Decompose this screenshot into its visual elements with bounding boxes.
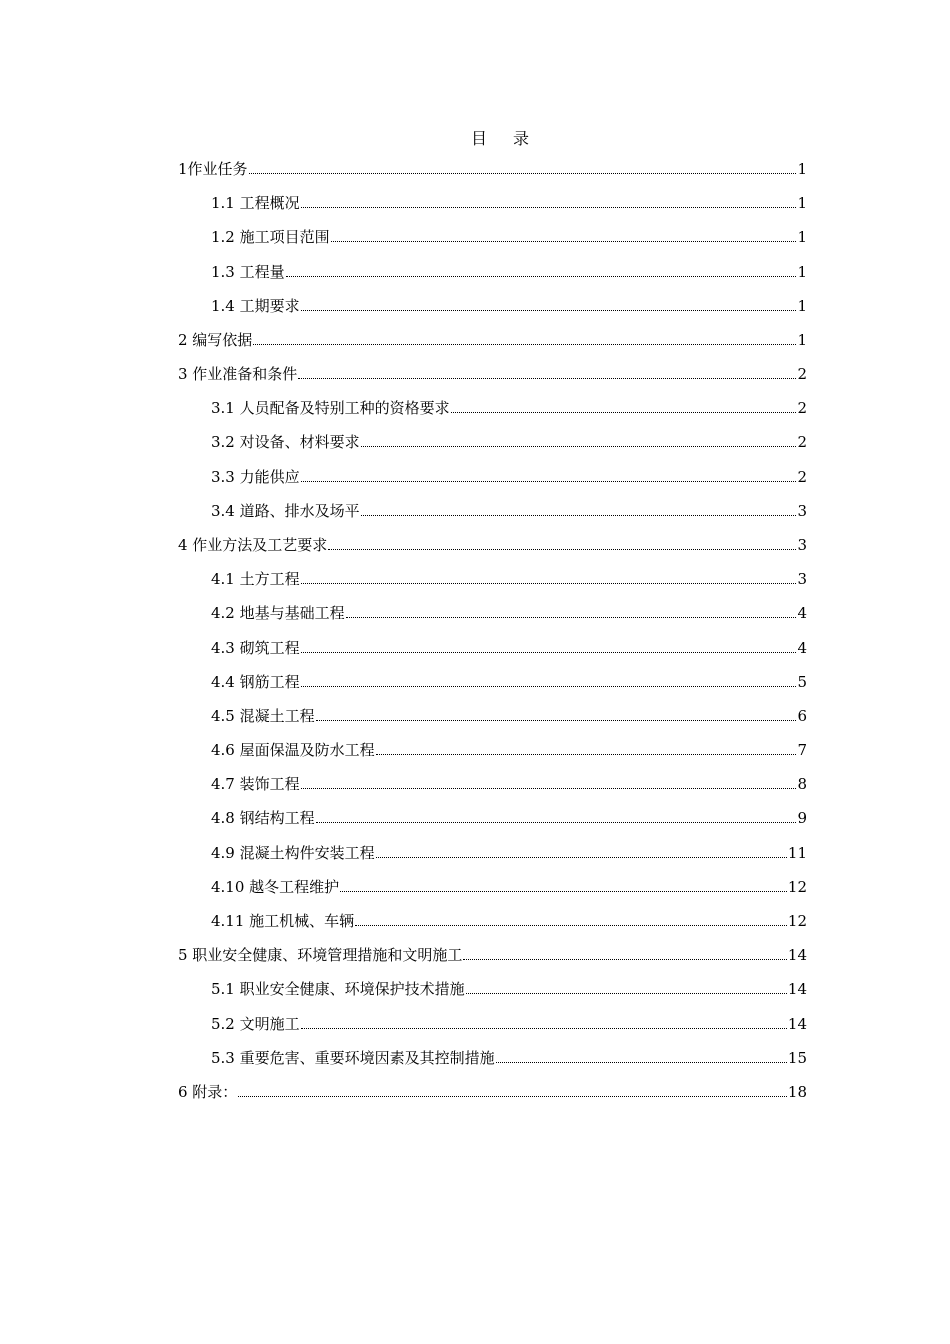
toc-entry-page-number: 8 <box>797 775 807 794</box>
toc-entry[interactable] <box>211 910 807 932</box>
toc-dot-leader <box>238 1095 787 1097</box>
toc-entry[interactable] <box>211 261 807 283</box>
toc-dot-leader <box>340 890 787 892</box>
toc-entry[interactable] <box>211 226 807 248</box>
toc-entry-title: 4.3 砌筑工程 <box>211 638 300 657</box>
toc-entry[interactable] <box>211 1047 807 1069</box>
toc-entry-title: 1.1 工程概况 <box>211 194 300 213</box>
toc-title <box>0 126 950 149</box>
toc-entry-title: 1.3 工程量 <box>211 262 285 281</box>
toc-entry[interactable] <box>211 978 807 1000</box>
toc-dot-leader <box>328 548 796 550</box>
toc-entry-page-number: 3 <box>797 501 807 520</box>
toc-entry[interactable] <box>211 1013 807 1035</box>
toc-entry-title: 1.4 工期要求 <box>211 296 300 315</box>
toc-entry[interactable] <box>211 705 807 727</box>
toc-entry[interactable] <box>211 568 807 590</box>
toc-entry-page-number: 1 <box>797 330 807 349</box>
toc-entry[interactable] <box>211 842 807 864</box>
toc-entry[interactable] <box>211 807 807 829</box>
toc-entry-title: 5.3 重要危害、重要环境因素及其控制措施 <box>211 1048 495 1067</box>
toc-entry-title: 5.2 文明施工 <box>211 1014 300 1033</box>
toc-entry[interactable] <box>211 466 807 488</box>
toc-dot-leader <box>331 240 797 242</box>
toc-entry[interactable] <box>178 329 807 351</box>
toc-entry-title: 4.2 地基与基础工程 <box>211 604 345 623</box>
toc-entry-page-number: 4 <box>797 604 807 623</box>
toc-entry-page-number: 18 <box>787 1082 807 1101</box>
toc-entry-page-number: 12 <box>787 912 807 930</box>
toc-dot-leader <box>376 856 787 858</box>
toc-entry-page-number: 2 <box>797 365 807 384</box>
toc-entry-title: 4.11 施工机械、车辆 <box>211 912 355 930</box>
toc-entry-page-number: 12 <box>787 877 807 896</box>
toc-title-left: 目 <box>470 129 487 148</box>
toc-entry[interactable] <box>211 295 807 317</box>
toc-dot-leader <box>301 206 797 208</box>
toc-entry-page-number: 7 <box>797 741 807 760</box>
toc-entry-title: 1作业任务 <box>178 160 248 178</box>
toc-entry[interactable] <box>211 192 807 214</box>
toc-entry-title: 4 作业方法及工艺要求 <box>178 536 328 554</box>
toc-entry-title: 3.4 道路、排水及场平 <box>211 501 360 520</box>
toc-entry[interactable] <box>178 158 807 180</box>
toc-dot-leader <box>301 582 797 584</box>
toc-entry-title: 4.8 钢结构工程 <box>211 809 315 828</box>
toc-title-right: 录 <box>513 129 530 148</box>
toc-entry-title: 5.1 职业安全健康、环境保护技术措施 <box>211 980 465 999</box>
toc-entry-title: 4.4 钢筋工程 <box>211 672 300 691</box>
toc-entry-page-number: 2 <box>797 399 807 418</box>
toc-entry-title: 4.9 混凝土构件安装工程 <box>211 843 375 862</box>
toc-entry[interactable] <box>211 500 807 522</box>
toc-entry-title: 3 作业准备和条件 <box>178 365 298 384</box>
toc-entry[interactable] <box>178 363 807 385</box>
toc-entry-page-number: 1 <box>797 228 807 247</box>
toc-entry[interactable] <box>211 397 807 419</box>
toc-dot-leader <box>301 1027 787 1029</box>
toc-entry-page-number: 3 <box>797 536 807 554</box>
toc-entry-page-number: 2 <box>797 433 807 452</box>
toc-dot-leader <box>496 1061 787 1063</box>
toc-dot-leader <box>451 411 797 413</box>
toc-entry-title: 4.7 装饰工程 <box>211 775 300 794</box>
toc-dot-leader <box>316 821 797 823</box>
toc-dot-leader <box>346 616 797 618</box>
toc-dot-leader <box>463 958 787 960</box>
toc-entry-page-number: 2 <box>797 467 807 486</box>
toc-entry-title: 4.1 土方工程 <box>211 570 300 589</box>
toc-entry[interactable] <box>211 602 807 624</box>
toc-entry-page-number: 14 <box>787 1014 807 1033</box>
toc-dot-leader <box>253 343 796 345</box>
toc-entry-page-number: 14 <box>787 980 807 999</box>
toc-entry-page-number: 6 <box>797 706 807 725</box>
toc-dot-leader <box>466 992 787 994</box>
toc-entry-title: 3.3 力能供应 <box>211 467 300 486</box>
toc-entry-title: 3.1 人员配备及特别工种的资格要求 <box>211 399 450 418</box>
toc-entry[interactable] <box>211 637 807 659</box>
toc-entry-title: 4.10 越冬工程维护 <box>211 877 340 896</box>
toc-entry[interactable] <box>211 671 807 693</box>
toc-entry-page-number: 3 <box>797 570 807 589</box>
toc-entry-title: 3.2 对设备、材料要求 <box>211 433 360 452</box>
toc-entry-page-number: 1 <box>797 160 807 178</box>
toc-entry-page-number: 1 <box>797 262 807 281</box>
toc-entry-page-number: 1 <box>797 194 807 213</box>
toc-entry-title: 5 职业安全健康、环境管理措施和文明施工 <box>178 946 463 965</box>
toc-entry[interactable] <box>211 739 807 761</box>
toc-entry[interactable] <box>211 876 807 898</box>
toc-dot-leader <box>301 480 797 482</box>
toc-dot-leader <box>316 719 797 721</box>
toc-entry[interactable] <box>211 431 807 453</box>
toc-entry-page-number: 14 <box>787 946 807 965</box>
toc-entry-page-number: 15 <box>787 1048 807 1067</box>
toc-dot-leader <box>301 651 797 653</box>
toc-dot-leader <box>286 275 797 277</box>
toc-entry[interactable] <box>178 944 807 966</box>
toc-entry-page-number: 1 <box>797 296 807 315</box>
toc-dot-leader <box>361 514 797 516</box>
toc-entry-title: 1.2 施工项目范围 <box>211 228 330 247</box>
toc-entry-title: 4.6 屋面保温及防水工程 <box>211 741 375 760</box>
toc-entry-page-number: 11 <box>787 843 807 862</box>
toc-dot-leader <box>301 309 797 311</box>
toc-dot-leader <box>249 172 797 174</box>
toc-entry[interactable] <box>211 773 807 795</box>
toc-entry[interactable] <box>178 1081 807 1103</box>
toc-entry-page-number: 5 <box>797 672 807 691</box>
toc-dot-leader <box>301 787 797 789</box>
toc-dot-leader <box>298 377 796 379</box>
toc-entry-title: 4.5 混凝土工程 <box>211 706 315 725</box>
toc-entry[interactable] <box>178 534 807 556</box>
toc-dot-leader <box>376 753 797 755</box>
toc-entry-page-number: 4 <box>797 638 807 657</box>
toc-dot-leader <box>355 924 787 926</box>
toc-entry-title: 6 附录： <box>178 1082 238 1101</box>
toc-entry-page-number: 9 <box>797 809 807 828</box>
toc-entry-title: 2 编写依据 <box>178 330 253 349</box>
toc-dot-leader <box>301 685 797 687</box>
toc-dot-leader <box>361 445 797 447</box>
